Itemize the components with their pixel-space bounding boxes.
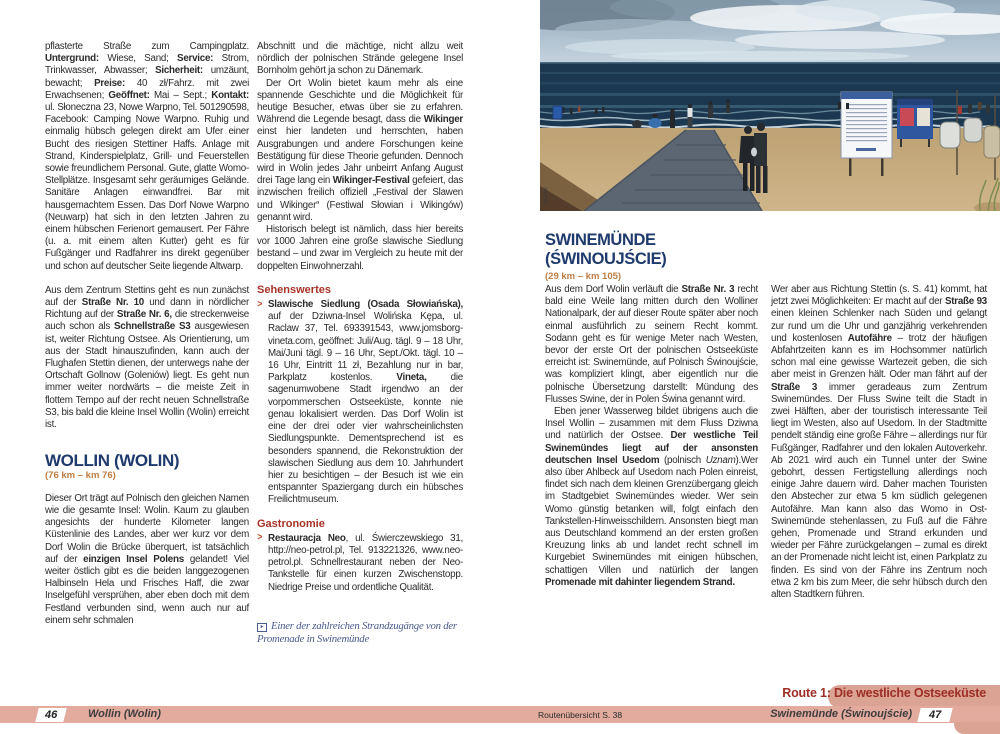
route-overview-note: Routenübersicht S. 38 bbox=[538, 710, 623, 720]
listing-item: > Restauracja Neo, ul. Świerczewskiego 31, http://neo-petrol.pl, Tel. 913221326, www.neo-petrol.pl. Schnellrestaurant neben der Neo-Tankstelle für einen kurzen Zwischenstopp. Niedrige Preise und ordentliche Qualität. bbox=[257, 532, 463, 593]
trash-bin bbox=[553, 106, 562, 119]
section-title: WOLLIN (WOLIN) bbox=[45, 451, 180, 471]
km-indicator: (29 km – km 105) bbox=[545, 271, 622, 282]
left-page-number: 46 bbox=[44, 708, 58, 721]
left-page-column-1 bbox=[45, 41, 249, 627]
paragraph: Dieser Ort trägt auf Polnisch den gleichen Namen wie die gesamte Insel: Wolin. Kaum zu glauben angesichts der hunderte Kilometer langen Küstenlinie des Landes, aber wer kurz vor dem Dorf Wolin die Brücke überquert, ist tatsächlich auf der einzigen Insel Polens gelandet! Viel weiter östlich gibt es die beiden langgezogenen Halbinseln Hela und Frisches Haff, die zwar Inselgefühl versprühen, aber eben doch mit dem Festland verbunden sind, wenn auch nur auf einem sehr schmalen bbox=[45, 492, 249, 626]
section-heading bbox=[45, 451, 249, 481]
paragraph: Aus dem Dorf Wolin verläuft die Straße Nr. 3 recht bald eine Weile lang mitten durch den Wolliner Nationalpark, der auf dieser Route später aber noch einmal ausführlich zu seinem Recht kommt. Sodann geht es für wenige Meter nach Westen, bevor der erste Ort der polnischen Ostseeküste erreicht ist: Swinemünde, auf Polnisch Świnoujście, was kompliziert klingt, aber eigentlich nur die polnische Übersetzung darstellt: Mündung des Flusses Swine, der in Polen Świna genannt wird. bbox=[545, 284, 758, 405]
page-corner-tab bbox=[954, 722, 1000, 734]
photo-caption: ▸ Einer der zahlreichen Strandzugänge von der Promenade in Swinemünde bbox=[257, 619, 457, 646]
left-page-number-box bbox=[35, 708, 66, 722]
subsection-heading: Sehenswertes bbox=[257, 283, 331, 296]
page-title: SWINEMÜNDE (ŚWINOUJŚCIE) bbox=[545, 231, 667, 268]
bullet-chevron-icon: > bbox=[257, 298, 263, 310]
km-indicator: (76 km – km 76) bbox=[45, 469, 116, 481]
right-running-title: Swinemünde (Świnoujście) bbox=[770, 708, 912, 720]
right-page-column-1 bbox=[545, 284, 758, 589]
left-running-title: Wollin (Wolin) bbox=[88, 708, 161, 720]
right-page-column-2 bbox=[771, 284, 987, 601]
photo-reference-icon: ▸ bbox=[257, 623, 267, 632]
paragraph: Eben jener Wasserweg bildet übrigens auch die Insel Wollin – zusammen mit dem Fluss Dziwna und natürlich der Ostsee. Der westliche Teil Swinemündes liegt auf der ansonsten deutschen Insel Usedom (polnisch Uznam).Wer also über Ahlbeck auf Usedom nach Polen einreist, findet sich nach dem kleinen Grenzübergang gleich im Stadtgebiet Swinemündes wieder. Wer sein Womo günstig betanken will, folgt einfach den Tankstellen-Hinweisschildern. Ansonsten biegt man aus Deutschland kommend an der ersten großen Kreuzung links ab und landet recht schnell im Kurgebiet Swinemündes mit einigen hübschen, schattigen Villen und natürlich der langen Promenade mit dahinter liegendem Strand. bbox=[545, 406, 759, 588]
paragraph: Der Ort Wolin bietet kaum mehr als eine spannende Geschichte und die Möglichkeit für heutige Besucher, etwas über sie zu erfahren. Während die Legende besagt, dass die Wikinger einst hier landeten und herrschten, haben Ausgrabungen und andere Forschungen keine Bestätigung für diese Theorie gefunden. Dennoch wird in Wolin jedes Jahr unbeirrt Anfang August drei Tage lang ein Wikinger-Festival gefeiert, das inzwischen freilich offiziell „Festival der Slawen und Wikinger“ (Festiwal Słowian i Wikingów) genannt wird. bbox=[257, 77, 463, 223]
paragraph: Abschnitt und die mächtige, nicht allzu weit nördlich der polnischen Strände gelegene Insel Bornholm gehört ja schon zu Dänemark. bbox=[257, 41, 463, 77]
paragraph: Wer aber aus Richtung Stettin (s. S. 41) kommt, hat jetzt zwei Möglichkeiten: Er macht auf der Straße 93 einen kleinen Schlenker nach Süden und gelangt zur rund um die Uhr und ganzjährig verkehrenden und kostenlosen Autofähre – trotz der häufigen Abfahrtzeiten kann es im Hochsommer natürlich schon mal eine gewisse Wartezeit geben, die sich aber meist in Grenzen hält. Oder man fährt auf der Straße 3 immer geradeaus zum Zentrum Swinemündes. Der Fluss Swine teilt die Stadt in zwei Hälften, aber der touristisch interessante Teil liegt im Westen, also auf Usedom. In der Stadtmitte pendelt ständig eine große Fähre – allerdings nur für Fußgänger, Radfahrer und den lokalen Autoverkehr. Ab 2021 wird auch ein Tunnel unter der Swine gebohrt, dessen Fertigstellung allerdings noch einige Jahre dauern wird. Daher machen Touristen den Abstecher zur etwa 5 km südlich gelegenen Autofähre. Man kann also das Womo in Ost-Swinemünde stehenlassen, zu Fuß auf die Fähre gehen, Promenade und Strand erkunden und wieder per Fähre zurückgelangen – zumal es direkt an der Promenade nicht leicht ist, einen Parkplatz zu finden. Es sind von der Fähre ins Zentrum noch etwa 2 km bis zum Meer, die sehr hübsch durch den alten Stadtkern führen. bbox=[771, 284, 987, 601]
right-page-number: 47 bbox=[928, 708, 942, 721]
beach-photo-illustration bbox=[540, 0, 1000, 211]
section-heading-swinemuende bbox=[545, 231, 775, 282]
beach-photo bbox=[540, 0, 1000, 211]
photo-credit: tom4000 bbox=[543, 187, 548, 205]
bullet-chevron-icon: > bbox=[257, 532, 263, 544]
right-page-number-box bbox=[917, 708, 952, 722]
paragraph: pflasterte Straße zum Campingplatz. Untergrund: Wiese, Sand; Service: Strom, Trinkwasser, Abwasser; Sicherheit: umzäunt, bewacht; Preise: 40 zł/Fahrz. mit zwei Erwachsenen; Geöffnet: Mai – Sept.; Kontakt: ul. Słoneczna 23, Nowe Warpno, Tel. 501290598, Facebook: Camping Nowe Warpno. Ruhig und einmalig hübsch gelegen direkt am Ufer einer Bucht des riesigen Stettiner Haffs. Anlage mit Strand, Kinderspielplatz, Grill- und Feuerstellen sowie freundlichem Personal. Gute, glatte Womo-Stellplätze. Insgesamt sehr geräumiges Gelände. Sanitäre Anlagen einwandfrei. Bar mit hausgemachtem Essen. Das Dorf Nowe Warpno (Neuwarp) hat sich in den letzten Jahren zu einem hübschen Ferienort gemausert. Per Fähre (u. a. mit einem alten Kutter) geht es für Fußgänger und Radfahrer ins direkt gegenüber und schon auf deutscher Seite liegende Altwarp. bbox=[45, 41, 249, 272]
listing-item: > Slawische Siedlung (Osada Słowiańska), auf der Dziwna-Insel Wolińska Kępa, ul. Raclaw 37, Tel. 693391543, www.jomsborg-vineta.com, geöffnet: Juli/Aug. tägl. 9 – 18 Uhr, Mai/Juni tägl. 9 – 16 Uhr, Sept./Okt. tägl. 10 – 16 Uhr, Eintritt 11 zł, Bezahlung nur in bar, Parkplatz kostenlos. Vineta, die sagenumwobene Stadt irgendwo an der vorpommerschen Ostseeküste, konnte nie genau lokalisiert werden. Das Dorf Wolin ist eine der drei oder vier wahrscheinlichsten Siedlungspunkte. Dementsprechend ist es besonders spannend, die Rekonstruktion der slawischen Siedlung aus dem 10. Jahrhundert hier zu besichtigen – der Besuch ist wie ein entspannter Spaziergang durch ein hübsches Freilichtmuseum. bbox=[257, 298, 463, 506]
subsection-heading: Gastronomie bbox=[257, 517, 325, 530]
left-page-column-2 bbox=[257, 41, 463, 647]
paragraph: Aus dem Zentrum Stettins geht es nun zunächst auf der Straße Nr. 10 und dann in nördlicher Richtung auf der Straße Nr. 6, die streckenweise auch schon als Schnellstraße S3 ausgewiesen ist, weiter Richtung Ostsee. Als Orientierung, um aus der Stadt hinauszufinden, kann auch der Flughafen Stettin dienen, der unterwegs nahe der Ortschaft Gollnow (Goleniów) liegt. Es geht nun immer weiter nordwärts – die meiste Zeit in flottem Tempo auf der recht neuen Schnellstraße S3, bis bald die kleine Insel Wollin (Wolin) erreicht ist. bbox=[45, 284, 249, 431]
route-label: Route 1: Die westliche Ostseeküste bbox=[782, 686, 986, 700]
paragraph: Historisch belegt ist nämlich, dass hier bereits vor 1000 Jahren eine große slawische Siedlung bestand – und zwar im Vergleich zu heute mit der doppelten Einwohnerzahl. bbox=[257, 224, 463, 272]
